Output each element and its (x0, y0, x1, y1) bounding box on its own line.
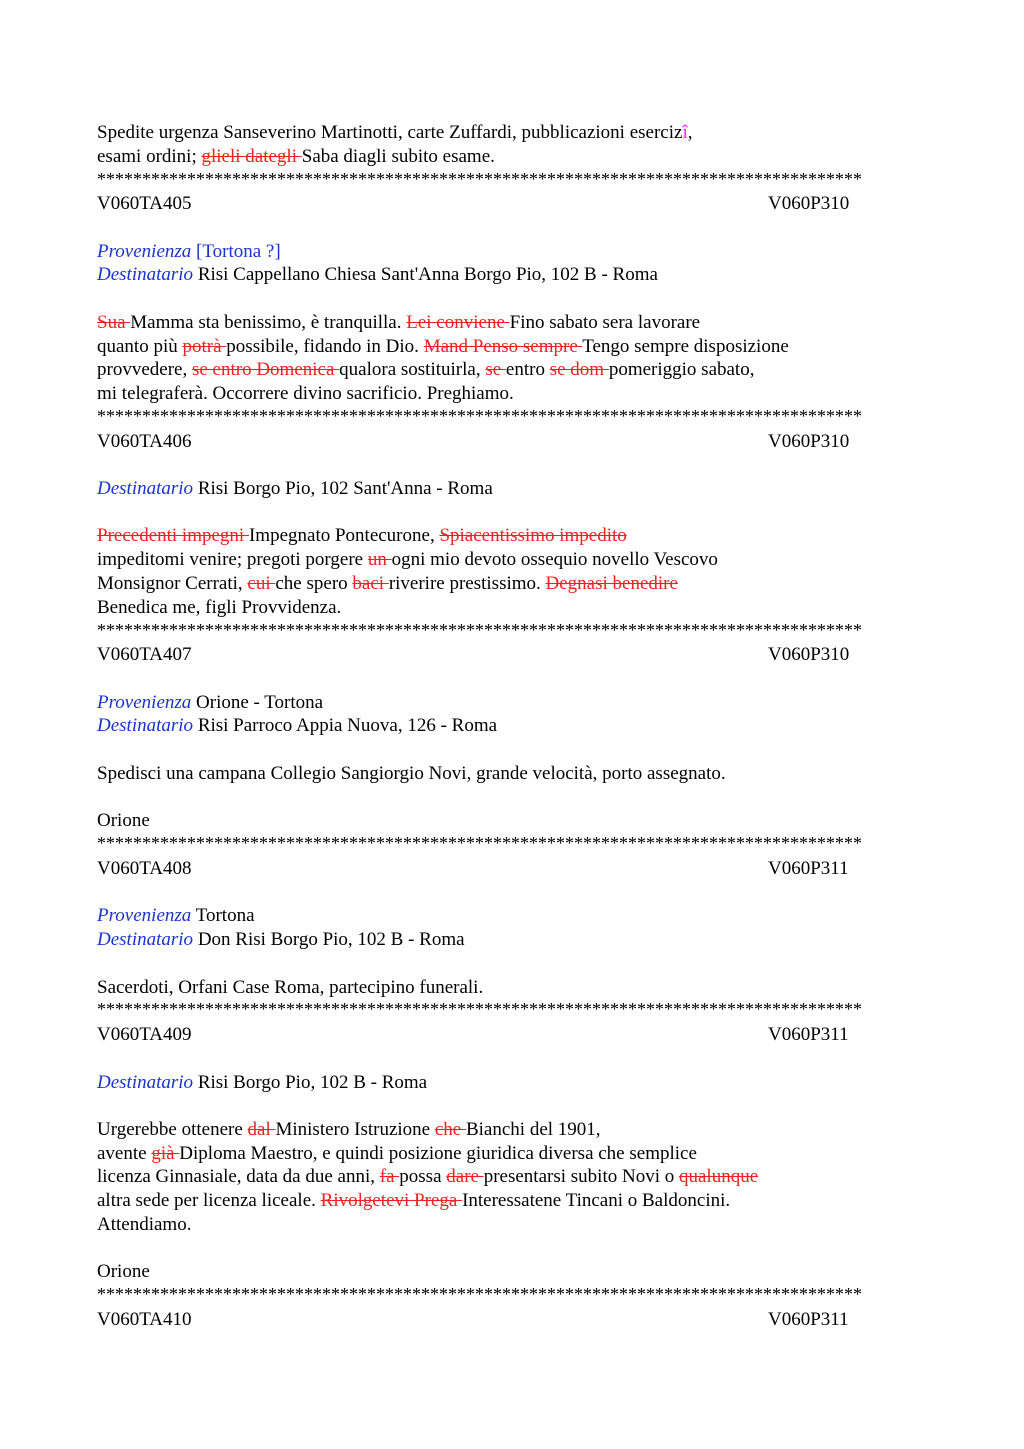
destinatario-line (97, 264, 658, 286)
deleted-text: Spiacentissimo impedito (439, 525, 627, 546)
text: esami ordini; (97, 146, 202, 167)
deleted-text: Degnasi benedire (545, 573, 678, 594)
destinatario-line (97, 478, 493, 500)
text: riverire prestissimo. (388, 573, 546, 594)
signature: Orione (97, 1261, 150, 1282)
deleted-text: se (485, 359, 506, 380)
deleted-text: Lei conviene (406, 312, 510, 333)
separator-stars: ************************************************************************************* (97, 999, 862, 1019)
body-line (97, 312, 700, 334)
destinatario-value: Risi Cappellano Chiesa Sant'Anna Borgo Pio, 102 B - Roma (193, 264, 658, 285)
telegram-code: V060TA408 (97, 858, 192, 879)
deleted-text: potrà (182, 336, 227, 357)
separator-stars: ************************************************************************************* (97, 169, 862, 189)
body-line (97, 525, 627, 547)
provenienza-value: Tortona (191, 905, 255, 926)
provenienza-value: Orione - Tortona (191, 692, 324, 713)
text: Monsignor Cerrati, (97, 573, 248, 594)
text: quanto più (97, 336, 183, 357)
signature: Orione (97, 810, 150, 831)
destinatario-label: Destinatario (97, 715, 194, 736)
telegram-code: V060TA406 (97, 431, 192, 452)
destinatario-label: Destinatario (97, 929, 194, 950)
destinatario-value: Risi Borgo Pio, 102 B - Roma (193, 1072, 428, 1093)
text: , (687, 122, 693, 143)
provenienza-label: Provenienza (97, 692, 192, 713)
correction-mark: î (682, 122, 688, 143)
page-code: V060P311 (768, 1309, 849, 1330)
provenienza-label: Provenienza (97, 905, 192, 926)
deleted-text: fa (379, 1166, 400, 1187)
destinatario-line (97, 715, 497, 737)
provenienza-line (97, 905, 255, 927)
text: altra sede per licenza liceale. (97, 1190, 321, 1211)
body-line (97, 336, 789, 358)
intro-line-2 (97, 146, 495, 168)
deleted-text: che (434, 1119, 466, 1140)
body-line: Attendiamo. (97, 1214, 192, 1235)
body-line: Spedisci una campana Collegio Sangiorgio Novi, grande velocità, porto assegnato. (97, 763, 726, 784)
body-line: Benedica me, figli Provvidenza. (97, 597, 342, 618)
provenienza-value: [Tortona ?] (196, 241, 281, 262)
separator-stars: ************************************************************************************* (97, 406, 862, 426)
body-line (97, 1190, 730, 1212)
separator-stars: ************************************************************************************* (97, 1284, 862, 1304)
destinatario-line (97, 1072, 427, 1094)
deleted-text: qualunque (678, 1166, 759, 1187)
page-code: V060P311 (768, 858, 849, 879)
body-line: Sacerdoti, Orfani Case Roma, partecipino funerali. (97, 977, 484, 998)
provenienza-line (97, 241, 281, 263)
destinatario-label: Destinatario (97, 1072, 194, 1093)
body-line (97, 573, 678, 595)
deleted-text: Rivolgetevi Prega (320, 1190, 463, 1211)
text: pomeriggio sabato, (608, 359, 755, 380)
text: che spero (275, 573, 353, 594)
deleted-text: Sua (97, 312, 131, 333)
destinatario-value: Risi Parroco Appia Nuova, 126 - Roma (193, 715, 498, 736)
deleted-text: Mand Penso sempre (423, 336, 583, 357)
page-code: V060P311 (768, 1024, 849, 1045)
provenienza-line (97, 692, 323, 714)
text: provvedere, (97, 359, 192, 380)
telegram-code: V060TA409 (97, 1024, 192, 1045)
destinatario-label: Destinatario (97, 478, 194, 499)
separator-stars: ************************************************************************************* (97, 833, 862, 853)
destinatario-value: Risi Borgo Pio, 102 Sant'Anna - Roma (193, 478, 493, 499)
text: ogni mio devoto ossequio novello Vescovo (391, 549, 718, 570)
deleted-text: Precedenti impegni (97, 525, 249, 546)
page-code: V060P310 (768, 193, 850, 214)
destinatario-value: Don Risi Borgo Pio, 102 B - Roma (193, 929, 465, 950)
text: Mamma sta benissimo, è tranquilla. (130, 312, 407, 333)
text: Urgerebbe ottenere (97, 1119, 248, 1140)
body-line: mi telegraferà. Occorrere divino sacrificio. Preghiamo. (97, 383, 514, 404)
telegram-code: V060TA407 (97, 644, 192, 665)
text: entro (505, 359, 550, 380)
text: licenza Ginnasiale, data da due anni, (97, 1166, 380, 1187)
text: impeditomi venire; pregoti porgere (97, 549, 368, 570)
text: Ministero Istruzione (275, 1119, 435, 1140)
body-line (97, 549, 718, 571)
deleted-text: un (367, 549, 392, 570)
telegram-code: V060TA405 (97, 193, 192, 214)
intro-line-1 (97, 122, 692, 144)
text: Tengo sempre disposizione (582, 336, 789, 357)
page-code: V060P310 (768, 431, 850, 452)
body-line (97, 1143, 697, 1165)
deleted-text: baci (352, 573, 389, 594)
text: Fino sabato sera lavorare (509, 312, 701, 333)
deleted-text: glieli dategli (201, 146, 302, 167)
provenienza-label: Provenienza (97, 241, 192, 262)
text: avente (97, 1143, 152, 1164)
deleted-text: dare (446, 1166, 484, 1187)
text: qualora sostituirla, (339, 359, 486, 380)
text: possa (399, 1166, 447, 1187)
text: presentarsi subito Novi o (483, 1166, 679, 1187)
deleted-text: cui (247, 573, 276, 594)
text: Saba diagli subito esame. (301, 146, 495, 167)
text: possibile, fidando in Dio. (226, 336, 424, 357)
text: Bianchi del 1901, (465, 1119, 601, 1140)
body-line (97, 1166, 758, 1188)
deleted-text: dal (247, 1119, 276, 1140)
deleted-text: se dom (549, 359, 609, 380)
deleted-text: già (151, 1143, 180, 1164)
separator-stars: ************************************************************************************* (97, 620, 862, 640)
text: Spedite urgenza Sanseverino Martinotti, carte Zuffardi, pubblicazioni eserciz (97, 122, 683, 143)
destinatario-line (97, 929, 465, 951)
telegram-code: V060TA410 (97, 1309, 192, 1330)
body-line (97, 359, 754, 381)
text: Diploma Maestro, e quindi posizione giuridica diversa che semplice (179, 1143, 697, 1164)
deleted-text: se entro Domenica (191, 359, 340, 380)
page-code: V060P310 (768, 644, 850, 665)
text: Impegnato Pontecurone, (248, 525, 440, 546)
destinatario-label: Destinatario (97, 264, 194, 285)
body-line (97, 1119, 601, 1141)
text: Interessatene Tincani o Baldoncini. (462, 1190, 731, 1211)
